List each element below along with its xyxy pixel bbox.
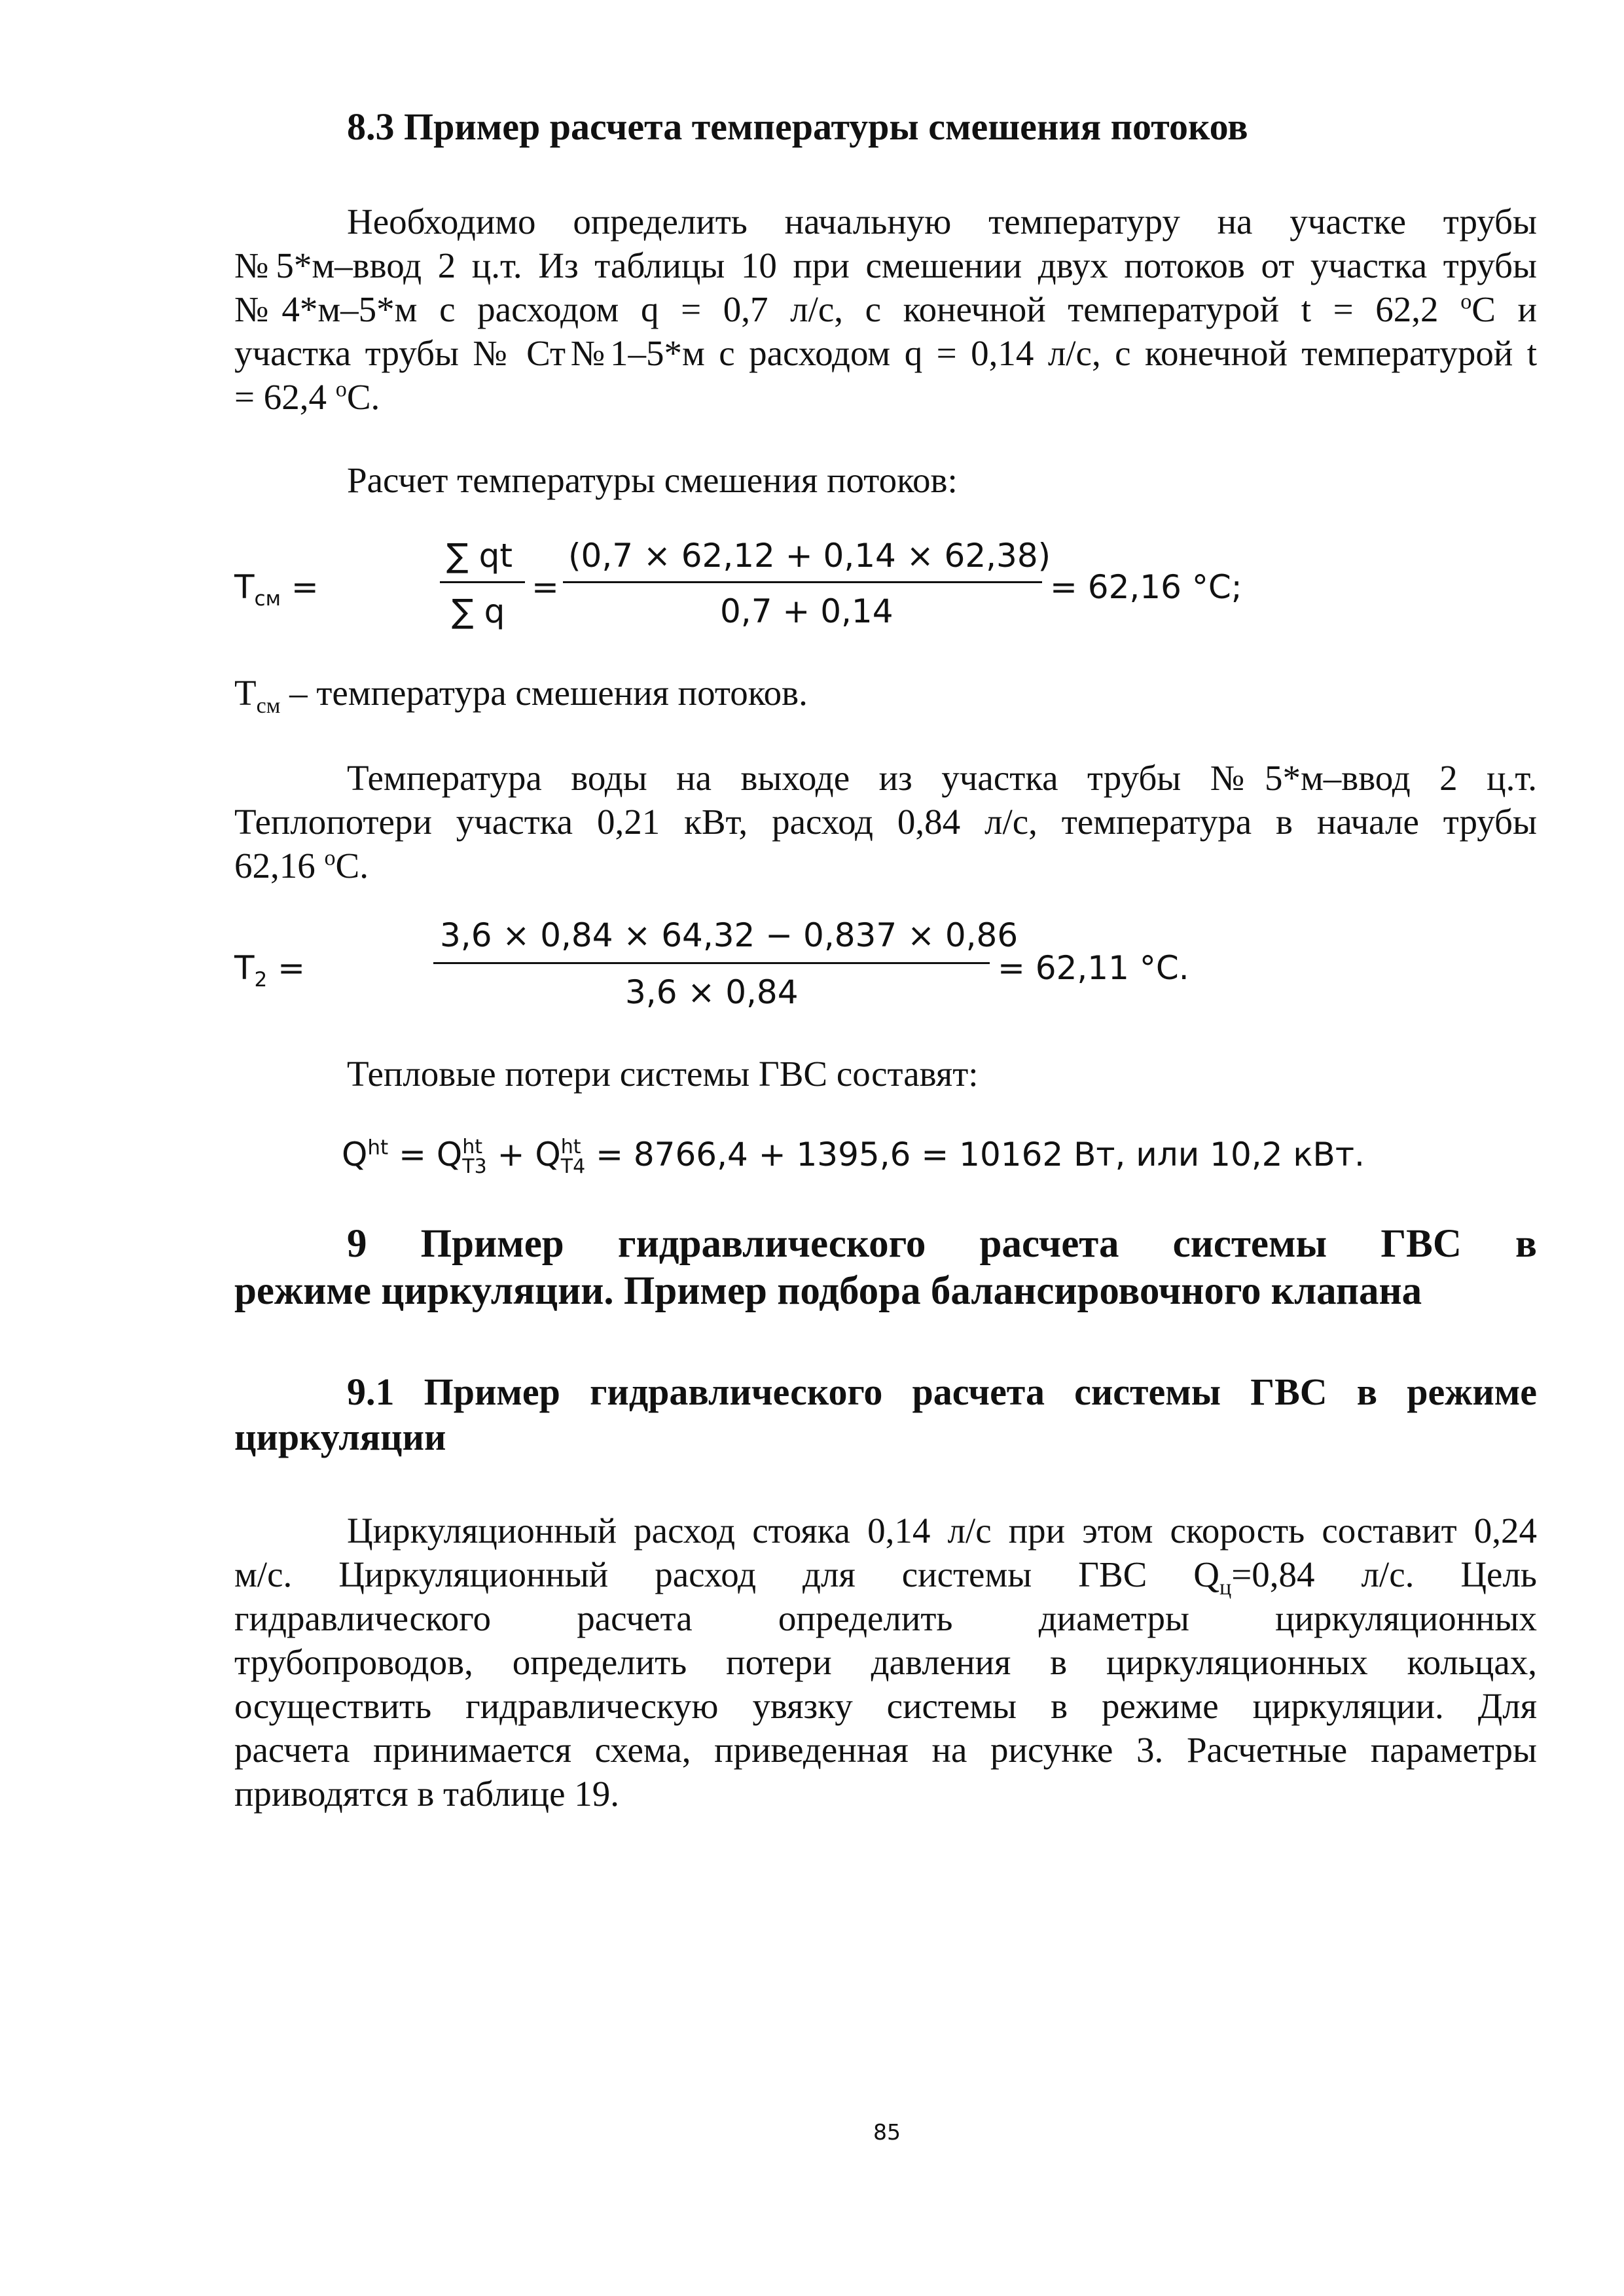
para3-line3: гидравлического расчета определить диаметры циркуляционных bbox=[234, 1598, 1537, 1638]
para2-line3: 62,16 $^о$С. bbox=[234, 846, 369, 886]
tsm-definition: $Т_{см}$ – температура смешения потоков. bbox=[234, 673, 808, 718]
para3-line6: расчета принимается схема, приведенная на рисунке 3. Расчетные параметры bbox=[234, 1730, 1537, 1770]
section-9-1-heading-line1: 9.1 Пример гидравлического расчета системы ГВС в режиме bbox=[347, 1371, 1537, 1413]
para1-line3: №4*м–5*м с расходом q = 0,7 л/с, с конечной температурой t = 62,2 $^о$С и bbox=[234, 289, 1537, 329]
para2-line2: Теплопотери участка 0,21 кВт, расход 0,84 л/с, температура в начале трубы bbox=[234, 802, 1537, 842]
page-number: 85 bbox=[873, 2119, 901, 2145]
section-9-1-heading-line2: циркуляции bbox=[234, 1416, 446, 1458]
para2-line1: Температура воды на выходе из участка трубы №5*м–ввод 2 ц.т. bbox=[347, 758, 1537, 798]
section-9-heading-line1: 9 Пример гидравлического расчета системы ГВС в bbox=[347, 1222, 1537, 1266]
para3-line7: приводятся в таблице 19. bbox=[234, 1774, 620, 1814]
para3-line4: трубопроводов, определить потери давления в циркуляционных кольцах, bbox=[234, 1642, 1537, 1682]
formula-heat-losses: $Q^{ht} = Q$ ht Т3 + Q ht Т4 = 8766,4 + 1395,6 = 10162 Вт, или 10,2 кВт. bbox=[342, 1135, 1365, 1178]
para1-line5: = 62,4 $^о$С. bbox=[234, 377, 380, 417]
para3-line5: осуществить гидравлическую увязку системы в режиме циркуляции. Для bbox=[234, 1686, 1537, 1726]
section-9-heading-line2: режиме циркуляции. Пример подбора балансировочного клапана bbox=[234, 1269, 1422, 1313]
losses-intro: Тепловые потери системы ГВС составят: bbox=[347, 1054, 979, 1094]
document-page: 8.3 Пример расчета температуры смешения потоков Необходимо определить начальную температуру на участке трубы №5*м–ввод 2 ц.т. Из таблицы 10 при смешении двух потоков от участка трубы №4*м–5*м с расходом q = 0,7 л/с, с конечной температурой t = 62,2 $^о$С и участка трубы № Ст№1–5*м с расходом q = 0,14 л/с, с конечной температурой t = 62,4 $^о$С. Расчет температуры смешения потоков: $Т_{см}$ = ∑ qt ∑ q = (0,7 × 62,12 + 0,14 × 62,38) 0,7 + 0,14 = 62,16 °C; $Т_{см}$ – температура смешения потоков. Температура воды на выходе из участка трубы №5*м–ввод 2 ц.т. Теплопотери участка 0,21 кВт, расход 0,84 л/с, температура в начале трубы 62,16 $^о$С. $Т_2$ = 3,6 × 0,84 × 64,32 − 0,837 × 0,86 3,6 × 0,84 = 62,11 °C. Тепловые потери системы ГВС составят: $Q^{ht} = Q$ ht Т3 + Q ht Т4 = 8766,4 + 1395,6 = 10162 Вт, или 10,2 кВт. 9 Пример гидравлического расчета системы ГВС в режиме циркуляции. Пример подбора балансировочного клапана 9.1 Пример гидравлического расчета системы ГВС в режиме циркуляции Циркуляционный расход стояка 0,14 л/с при этом скорость составит 0,24 м/с. Циркуляционный расход для системы ГВС $Q_ц=0,84$ л/с. Цель гидравлического расчета определить диаметры циркуляционных трубопроводов, определить потери давления в циркуляционных кольцах, осуществить гидравлическую увязку системы в режиме циркуляции. Для расчета принимается схема, приведенная на рисунке 3. Расчетные параметры приводятся в таблице 19. 85 bbox=[234, 105, 1537, 2145]
calc-intro: Расчет температуры смешения потоков: bbox=[347, 460, 958, 500]
para3-line1: Циркуляционный расход стояка 0,14 л/с при этом скорость составит 0,24 bbox=[347, 1511, 1537, 1551]
para1-line1: Необходимо определить начальную температуру на участке трубы bbox=[347, 202, 1537, 242]
para1-line4: участка трубы № Ст№1–5*м с расходом q = 0,14 л/с, с конечной температурой t bbox=[234, 333, 1537, 373]
section-8-3-heading: 8.3 Пример расчета температуры смешения потоков bbox=[347, 105, 1248, 148]
para3-line2: м/с. Циркуляционный расход для системы ГВС $Q_ц=0,84$ л/с. Цель bbox=[234, 1554, 1537, 1600]
para1-line2: №5*м–ввод 2 ц.т. Из таблицы 10 при смешении двух потоков от участка трубы bbox=[234, 245, 1537, 285]
